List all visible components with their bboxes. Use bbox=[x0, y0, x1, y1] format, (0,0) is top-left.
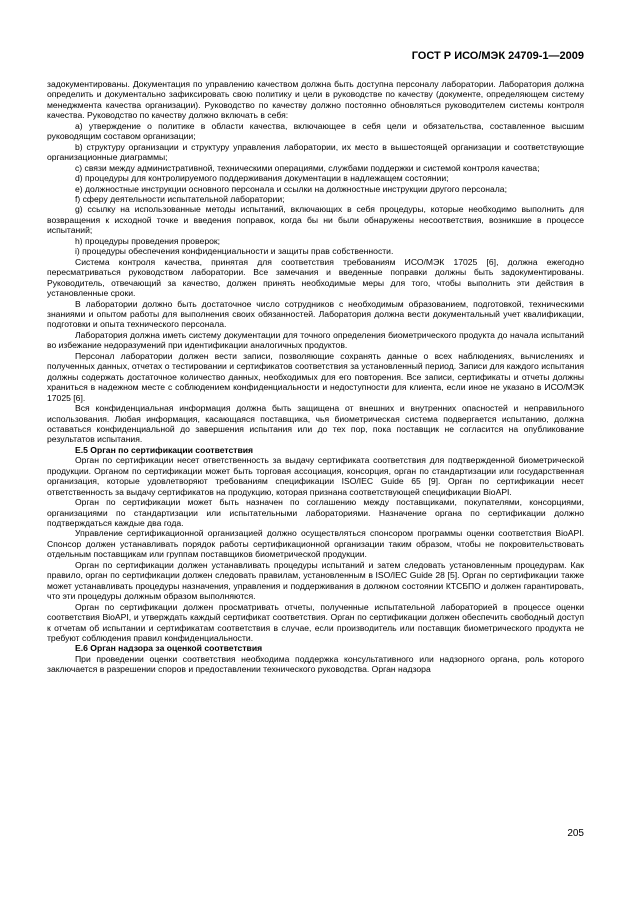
body-text bbox=[47, 79, 584, 675]
section-heading: Е.6 Орган надзора за оценкой соответствия bbox=[75, 643, 263, 654]
section-heading: Е.5 Орган по сертификации соответствия bbox=[75, 444, 254, 455]
paragraph: Орган по сертификации может быть назначен по соглашению между поставщиками, покупателями, консорциями, организациями по стандартизации или испытательными лабораториями. Назначение органа по сертификации должно подтверждаться каждые два года. bbox=[47, 497, 584, 529]
page-number: 205 bbox=[567, 828, 584, 839]
list-item: a) утверждение о политике в области качества, включающее в себя цели и обязательства, составленное высшим руководящим составом организации; bbox=[47, 120, 584, 142]
paragraph: Персонал лаборатории должен вести записи, позволяющие сохранять данные о всех наблюдениях, вычислениях и полученных данных, отчетах о тестировании и сертификатов соответствия за установленный период. Записи для каждого испытания должны содержать достаточное количество данных, необходимых для его повторения. Все записи, сертификаты и отчеты должны храниться в надежном месте с соблюдением конфиденциальности и недоступности для клиента, если иное не указано в ИСО/МЭК 17025 [6]. bbox=[47, 350, 584, 403]
paragraph: Орган по сертификации несет ответственность за выдачу сертификата соответствия для подтвержденной биометрической продукции. Органом по сертификации может быть торговая ассоциация, консорция, орган по стандартизации или государственная организация, которые удовлетворяют требованиям спецификации ISO/IEC Guide 65 [9]. Орган по сертификации несет ответственность за выдачу сертификатов на продукцию, которая признана соответствующей спецификации BioAPI. bbox=[47, 455, 584, 497]
paragraph: Лаборатория должна иметь систему документации для точного определения биометрического продукта до начала испытаний во избежание недоразумений при идентификации аналогичных продуктов. bbox=[47, 329, 584, 351]
list-item: e) должностные инструкции основного персонала и ссылки на должностные инструкции другого персонала; bbox=[75, 183, 507, 194]
list-item: d) процедуры для контролируемого поддерживания документации в надлежащем состоянии; bbox=[75, 173, 449, 184]
list-item: i) процедуры обеспечения конфиденциальности и защиты прав собственности. bbox=[75, 246, 394, 257]
paragraph: Система контроля качества, принятая для соответствия требованиям ИСО/МЭК 17025 [6], должна ежегодно пересматриваться руководством лаборатории. Все замечания и введенные поправки должны быть задокументированы. Руководитель, отвечающий за качество, должен принять необходимые меры для того, чтобы выполнить эти действия в установленные сроки. bbox=[47, 256, 584, 299]
paragraph: Орган по сертификации должен устанавливать процедуры испытаний и затем следовать установленным процедурам. Как правило, орган по сертификации должен следовать правилам, установленным в ISO/IEC Guide 28 [5]. Орган по сертификации также может устанавливать процедуры назначения, управления и поддерживания в должном состоянии КТСБПО и должен гарантировать, что эти процедуры должным образом выполняются. bbox=[47, 559, 584, 602]
paragraph: Управление сертификационной организацией должно осуществляться спонсором программы оценки соответствия BioAPI. Спонсор должен устанавливать порядок работы сертификационной организации таким образом, чтобы не покровительствовать отдельным поставщикам или группам поставщиков биометрической продукции. bbox=[47, 528, 584, 560]
paragraph: В лаборатории должно быть достаточное число сотрудников с необходимым образованием, подготовкой, техническими знаниями и опытом работы для выполнения своих обязанностей. Лаборатория должна вести документальный учет квалификации, подготовки и опыта технического персонала. bbox=[47, 298, 584, 330]
standard-header: ГОСТ Р ИСО/МЭК 24709-1—2009 bbox=[411, 50, 584, 62]
list-item: c) связи между административной, техническими операциями, службами поддержки и системой контроля качества; bbox=[75, 162, 540, 173]
paragraph: задокументированы. Документация по управлению качеством должна быть доступна персоналу лаборатории. Лаборатория должна определить и документально зафиксировать свою политику и цели в руководстве по качеству (документе, определяющем систему менеджмента качества организации). Руководство по качеству должно постоянно обновляться руководителем системы контроля качества. Руководство по качеству должно включать в себя: bbox=[47, 79, 584, 121]
paragraph: Вся конфиденциальная информация должна быть защищена от внешних и внутренних опасностей и неправильного использования. Любая информация, касающаяся поставщика, чья биометрическая система подвергается испытанию, должна оставаться конфиденциальной до завершения испытания или до тех пор, пока поставщик не согласится на опубликование результатов испытания. bbox=[47, 403, 584, 445]
list-item: g) ссылку на использованные методы испытаний, включающих в себя процедуры, которые необходимо выполнить для возвращения к исходной точке и введения поправок, когда бы ни были обнаружены несоответствия, возникшие в процессе испытаний; bbox=[47, 204, 584, 236]
list-item: b) структуру организации и структуру управления лаборатории, их место в вышестоящей организации и соответствующие организационные диаграммы; bbox=[47, 141, 584, 163]
paragraph: Орган по сертификации должен просматривать отчеты, полученные испытательной лабораторией в процессе оценки соответствия BioAPI, и утверждать каждый сертификат соответствия. Орган по сертификации должен обеспечить свободный доступ к отчетам об испытании и сертификатам соответствия в случае, если производитель или поставщик биометрического продукта не требуют соблюдения правил конфиденциальности. bbox=[47, 601, 584, 644]
list-item: h) процедуры проведения проверок; bbox=[75, 235, 221, 246]
paragraph: При проведении оценки соответствия необходима поддержка консультативного или надзорного органа, роль которого заключается в разрешении споров и предоставлении технического руководства. Орган надзора bbox=[47, 653, 584, 675]
list-item: f) сферу деятельности испытательной лаборатории; bbox=[75, 193, 285, 204]
